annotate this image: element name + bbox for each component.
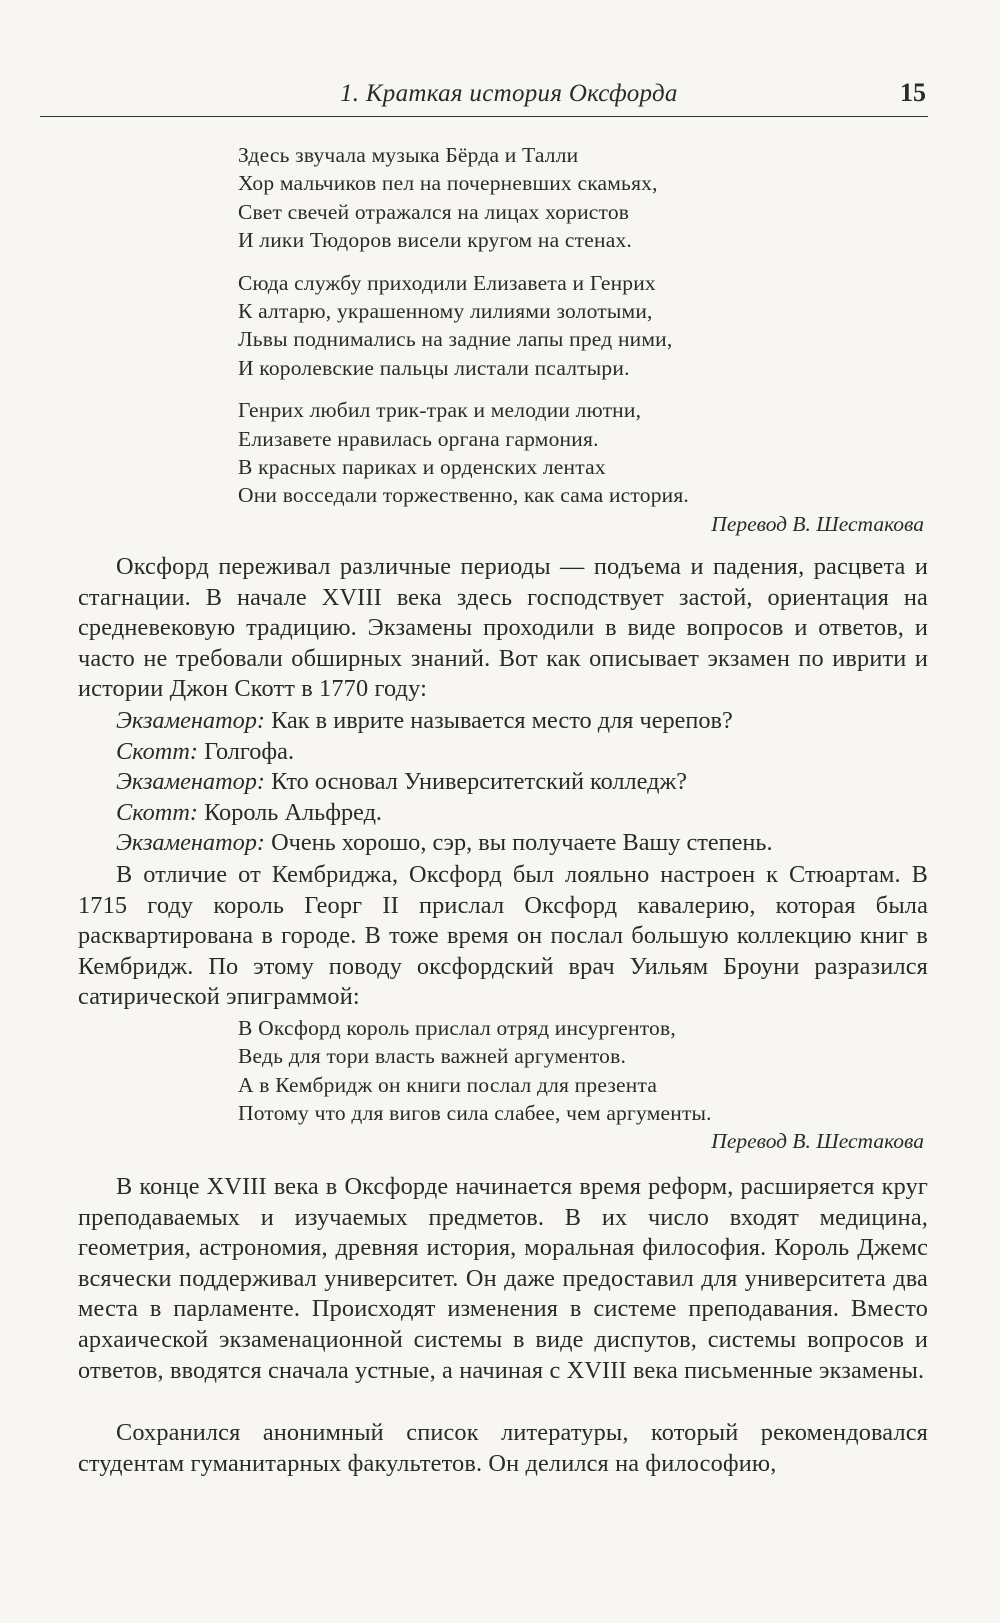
poem-stanza: [238, 269, 689, 383]
dialog-row: [116, 706, 928, 737]
poem-stanza: [238, 141, 689, 255]
dialog-text: Как в иврите называется место для черепов?: [271, 707, 733, 734]
dialog-text: Кто основал Университетский колледж?: [271, 768, 688, 796]
poem-line: И королевские пальцы листали псалтыри.: [238, 355, 630, 380]
dialog-speaker: Экзаменатор:: [116, 829, 266, 857]
translation-credit: Перевод В. Шестакова: [711, 512, 924, 536]
poem-line: К алтарю, украшенному лилиями золотыми,: [238, 299, 653, 324]
dialog-text: Король Альфред.: [204, 798, 383, 826]
dialog-row: [116, 767, 928, 798]
dialog-row: [116, 737, 928, 768]
paragraph-2: [78, 860, 928, 1013]
poem-line: Ведь для тори власть важней аргументов.: [238, 1044, 627, 1069]
poem-line: Здесь звучала музыка Бёрда и Талли: [238, 143, 579, 167]
poem-1: [238, 141, 689, 524]
running-title: 1. Краткая история Оксфорда: [340, 80, 678, 107]
dialog-text: Очень хорошо, сэр, вы получаете Вашу степень.: [271, 829, 773, 857]
poem-line: Они восседали торжественно, как сама история.: [238, 483, 690, 508]
paragraph-text: В конце XVIII века в Оксфорде начинается время реформ, расширяется круг преподаваемых и изучаемых предметов. В их число входят медицина, геометрия, астрономия, древняя история, моральная философия. Король Джемс всячески поддерживал университет. Он даже предоставил для университета два места в парламенте. Происходят изменения в системе преподавания. Вместо архаической экзаменационной системы в виде диспутов, системы вопросов и ответов, вводятся сначала устные, а начиная с XVIII века письменные экзамены.: [78, 1173, 928, 1384]
dialog-speaker: Скотт:: [116, 798, 198, 826]
poem-line: Сюда службу приходили Елизавета и Генрих: [238, 270, 656, 295]
poem-stanza: [238, 396, 689, 510]
page-header: [40, 76, 928, 117]
exam-dialog: [78, 706, 928, 859]
paragraph-text: Сохранился анонимный список литературы, который рекомендовался студентам гуманитарных факультетов. Он делился на философию,: [78, 1419, 928, 1477]
poem-line: И лики Тюдоров висели кругом на стенах.: [238, 228, 632, 253]
dialog-text: Голгофа.: [204, 737, 295, 765]
poem-line: В красных париках и орденских лентах: [238, 455, 606, 480]
poem-line: Потому что для вигов сила слабее, чем аргументы.: [238, 1101, 712, 1126]
poem-line: Свет свечей отражался на лицах хористов: [238, 199, 630, 224]
poem-line: А в Кембридж он книги послал для презента: [238, 1072, 658, 1097]
dialog-speaker: Экзаменатор:: [116, 768, 266, 796]
poem-line: В Оксфорд король прислал отряд инсургентов,: [238, 1016, 676, 1040]
dialog-speaker: Скотт:: [116, 737, 198, 765]
poem-line: Хор мальчиков пел на почерневших скамьях,: [238, 171, 658, 196]
dialog-row: [116, 798, 928, 829]
page-number: 15: [900, 78, 926, 107]
translation-credit: Перевод В. Шестакова: [711, 1129, 924, 1153]
poem-line: Генрих любил трик-трак и мелодии лютни,: [238, 398, 642, 423]
poem-line: Львы поднимались на задние лапы пред ними,: [238, 327, 673, 352]
dialog-row: [116, 828, 928, 859]
poem-2: [238, 1014, 712, 1128]
poem-line: Елизавете нравилась органа гармония.: [238, 426, 599, 451]
paragraph-4: [78, 1418, 928, 1479]
dialog-speaker: Экзаменатор:: [116, 707, 266, 734]
paragraph-text: В отличие от Кембриджа, Оксфорд был лояльно настроен к Стюартам. В 1715 году король Георг II прислал Оксфорд кавалерию, которая была расквартирована в городе. В тоже время он послал большую коллекцию книг в Кембридж. По этому поводу оксфордский врач Уильям Броуни разразился сатирической эпиграммой:: [78, 861, 928, 1011]
paragraph-3: [78, 1172, 928, 1386]
paragraph-text: Оксфорд переживал различные периоды — подъема и падения, расцвета и стагнации. В начале XVIII века здесь господствует застой, ориентация на средневековую традицию. Экзамены проходили в виде вопросов и ответов, и часто не требовали обширных знаний. Вот как описывает экзамен по иврити и истории Джон Скотт в 1770 году:: [78, 553, 928, 703]
paragraph-1: [78, 552, 928, 705]
